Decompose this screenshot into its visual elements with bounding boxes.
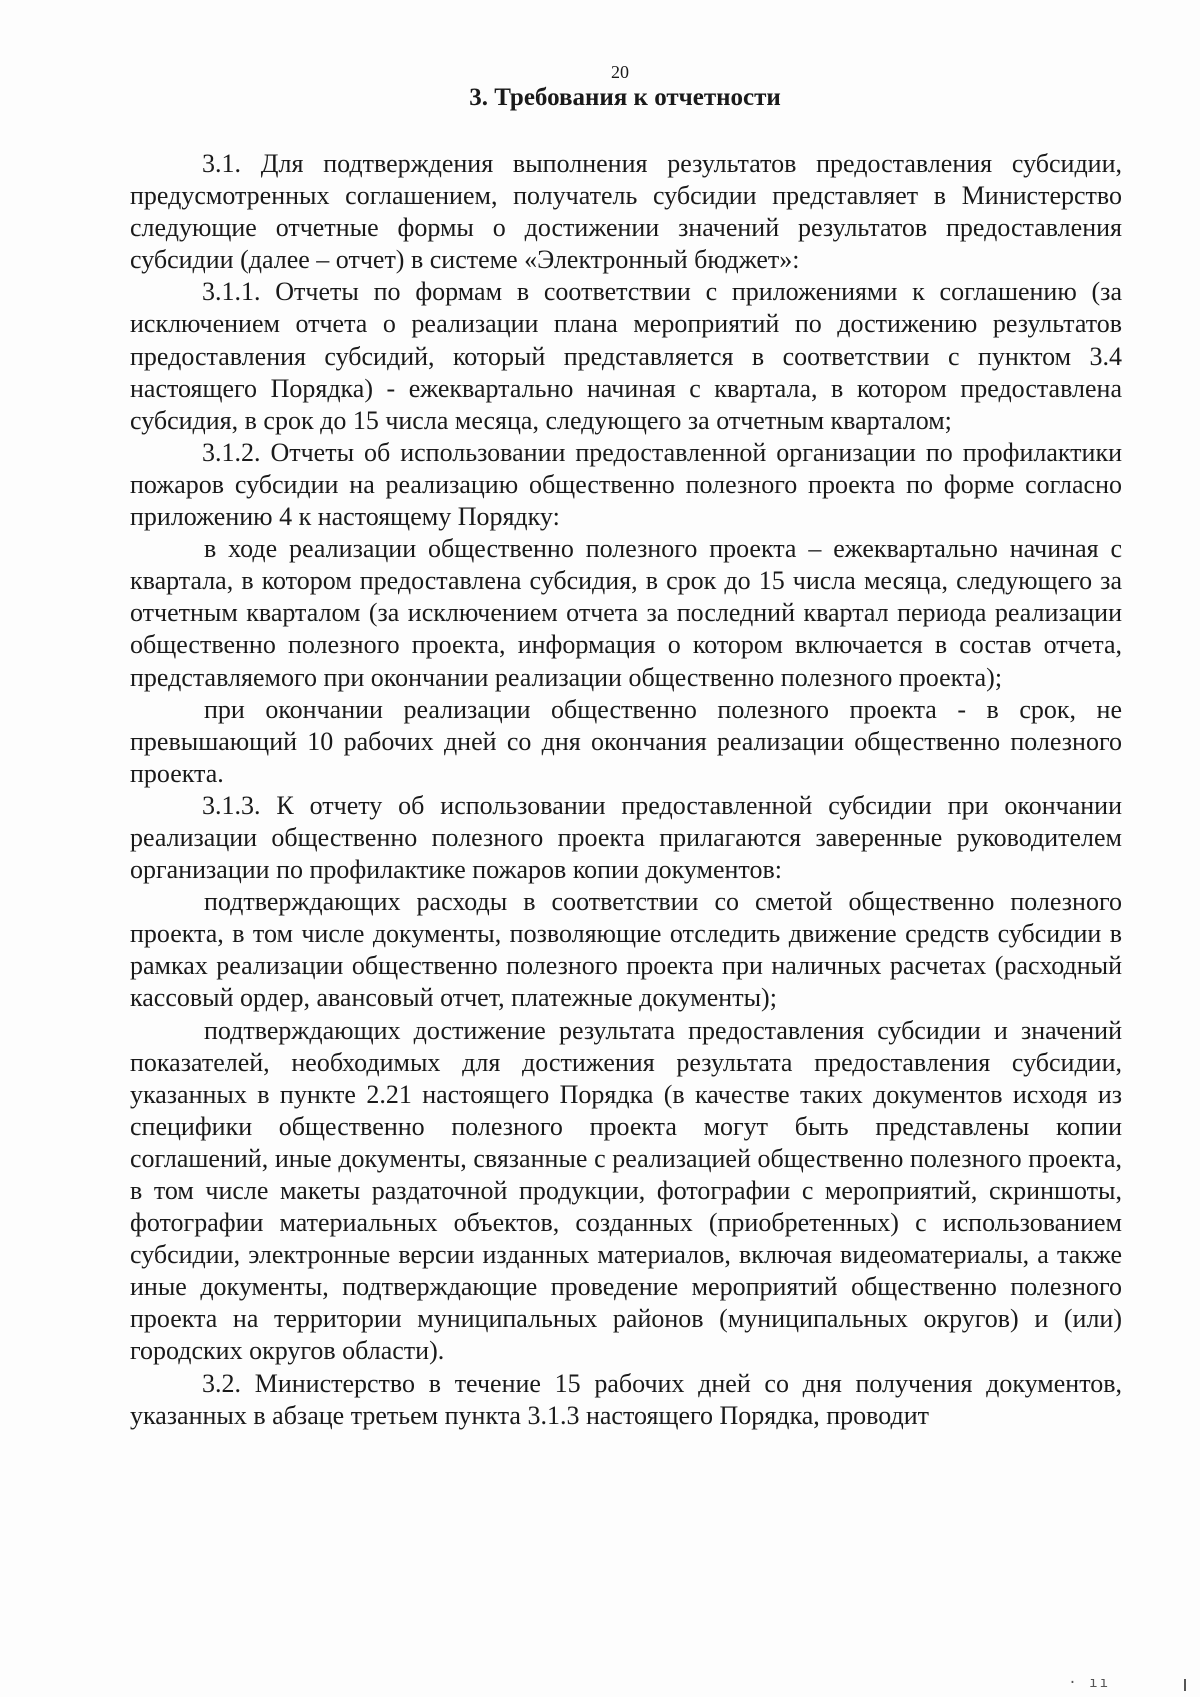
paragraph-during-implementation: в ходе реализации общественно полезного проекта – ежеквартально начиная с квартала, в котором предоставлена субсидия, в срок до 15 числа месяца, следующего за отчетным кварталом (за исключением отчета за последний квартал периода реализации общественно полезного проекта, информация о котором включается в состав отчета, представляемого при окончании реализации общественно полезного проекта); <box>130 534 1122 692</box>
scan-artifact-line <box>1184 1679 1186 1691</box>
page-number: 20 <box>611 62 629 82</box>
paragraph-result-documents: подтверждающих достижение результата предоставления субсидии и значений показателей, необходимых для достижения результата предоставления субсидии, указанных в пункте 2.21 настоящего Порядка (в качестве таких документов исходя из специфики общественно полезного проекта могут быть представлены копии соглашений, иные документы, связанные с реализацией общественно полезного проекта, в том числе макеты раздаточной продукции, фотографии с мероприятий, скриншоты, фотографии материальных объектов, созданных (приобретенных) с использованием субсидии, электронные версии изданных материалов, включая видеоматериалы, а также иные документы, подтверждающие проведение мероприятий общественно полезного проекта на территории муниципальных районов (муниципальных округов) и (или) городских округов области). <box>130 1015 1122 1366</box>
paragraph-expense-documents: подтверждающих расходы в соответствии со сметой общественно полезного проекта, в том числе документы, позволяющие отследить движение средств субсидии в рамках реализации общественно полезного проекта при наличных расчетах (расходный кассовый ордер, авансовый отчет, платежные документы); <box>130 887 1122 1013</box>
document-body <box>130 148 1122 1432</box>
paragraph-3-2: 3.2. Министерство в течение 15 рабочих дней со дня получения документов, указанных в абзаце третьем пункта 3.1.3 настоящего Порядка, проводит <box>130 1368 1122 1430</box>
scan-artifact-mark: · ıı <box>1068 1675 1110 1691</box>
paragraph-at-completion: при окончании реализации общественно полезного проекта - в срок, не превышающий 10 рабочих дней со дня окончания реализации общественно полезного проекта. <box>130 694 1122 788</box>
paragraph-3-1-2: 3.1.2. Отчеты об использовании предоставленной организации по профилактики пожаров субсидии на реализацию общественно полезного проекта по форме согласно приложению 4 к настоящему Порядку: <box>130 437 1122 532</box>
section-title: 3. Требования к отчетности <box>469 84 781 111</box>
paragraph-3-1-1: 3.1.1. Отчеты по формам в соответствии с приложениями к соглашению (за исключением отчета о реализации плана мероприятий по достижению результатов предоставления субсидий, который представляется в соответствии с пунктом 3.4 настоящего Порядка) - ежеквартально начиная с квартала, в котором предоставлена субсидия, в срок до 15 числа месяца, следующего за отчетным кварталом; <box>130 277 1122 435</box>
paragraph-3-1: 3.1. Для подтверждения выполнения результатов предоставления субсидии, предусмотренных соглашением, получатель субсидии представляет в Министерство следующие отчетные формы о достижении значений результатов предоставления субсидии (далее – отчет) в системе «Электронный бюджет»: <box>130 149 1122 275</box>
paragraph-3-1-3: 3.1.3. К отчету об использовании предоставленной субсидии при окончании реализации общественно полезного проекта прилагаются заверенные руководителем организации по профилактике пожаров копии документов: <box>130 790 1122 885</box>
